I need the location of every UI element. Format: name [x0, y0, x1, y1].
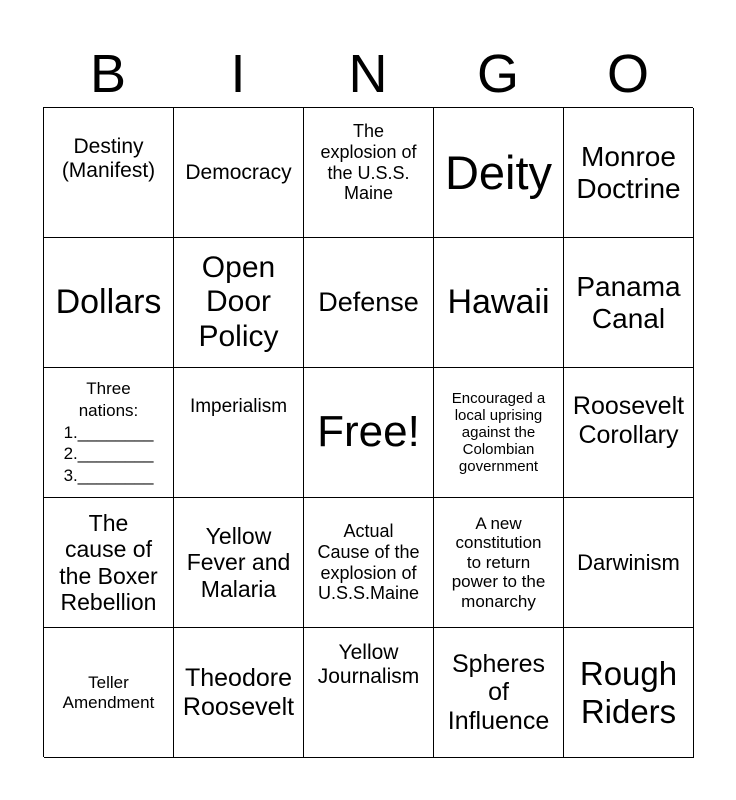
bingo-cell-r3c5[interactable] [564, 368, 694, 498]
cell-text: The cause of the Boxer Rebellion [59, 510, 158, 615]
cell-text: Teller Amendment [62, 673, 155, 712]
header-letter-g: G [476, 44, 519, 104]
bingo-cell-r4c4[interactable] [434, 498, 564, 628]
cell-text: Encouraged a local uprising against the Colombian government [451, 389, 546, 476]
cell-text: Destiny (Manifest) [61, 134, 156, 182]
cell-text: A new constitution to return power to the monarchy [451, 514, 546, 611]
header-letter-i: I [230, 44, 246, 104]
bingo-cell-r1c3[interactable] [304, 108, 434, 238]
cell-text: Defense [318, 287, 419, 318]
bingo-cell-r2c2[interactable] [174, 238, 304, 368]
bingo-cell-r4c3[interactable] [304, 498, 434, 628]
bingo-cell-r1c2[interactable] [174, 108, 304, 238]
cell-text: Three nations: 1.________ 2.________ 3.________ [63, 379, 154, 486]
bingo-cell-r4c1[interactable] [44, 498, 174, 628]
free-space-cell[interactable] [304, 368, 434, 498]
bingo-board [43, 107, 693, 757]
bingo-cell-r2c1[interactable] [44, 238, 174, 368]
header-letter-n: N [348, 44, 388, 104]
bingo-cell-r1c1[interactable] [44, 108, 174, 238]
bingo-cell-r5c5[interactable] [564, 628, 694, 758]
bingo-cell-r4c5[interactable] [564, 498, 694, 628]
cell-text: Free! [317, 407, 420, 457]
bingo-cell-r5c4[interactable] [434, 628, 564, 758]
bingo-cell-r5c3[interactable] [304, 628, 434, 758]
cell-text: Democracy [185, 160, 292, 184]
header-letter-o: O [606, 44, 649, 104]
bingo-cell-r2c4[interactable] [434, 238, 564, 368]
cell-text: Panama Canal [576, 270, 681, 334]
bingo-cell-r2c3[interactable] [304, 238, 434, 368]
cell-text: Dollars [55, 283, 162, 322]
cell-text: Actual Cause of the explosion of U.S.S.Maine [317, 521, 420, 604]
bingo-cell-r3c4[interactable] [434, 368, 564, 498]
cell-text: Roosevelt Corollary [572, 392, 685, 449]
cell-text: Hawaii [447, 283, 550, 322]
cell-text: Spheres of Influence [447, 649, 550, 735]
cell-text: Darwinism [577, 549, 680, 575]
bingo-cell-r5c1[interactable] [44, 628, 174, 758]
bingo-cell-r3c1[interactable] [44, 368, 174, 498]
cell-text: Deity [444, 145, 553, 199]
bingo-cell-r5c2[interactable] [174, 628, 304, 758]
cell-text: The explosion of the U.S.S. Maine [320, 121, 417, 204]
cell-text: Yellow Fever and Malaria [186, 523, 291, 602]
cell-text: Monroe Doctrine [576, 140, 681, 204]
bingo-header [43, 44, 693, 104]
cell-text: Imperialism [189, 395, 288, 417]
cell-text: Rough Riders [579, 654, 678, 730]
cell-text: Theodore Roosevelt [182, 664, 295, 721]
bingo-cell-r4c2[interactable] [174, 498, 304, 628]
bingo-cell-r3c2[interactable] [174, 368, 304, 498]
header-letter-b: B [89, 44, 127, 104]
bingo-cell-r2c5[interactable] [564, 238, 694, 368]
bingo-cell-r1c4[interactable] [434, 108, 564, 238]
cell-text: Open Door Policy [198, 251, 279, 353]
cell-text: Yellow Journalism [317, 640, 420, 688]
bingo-cell-r1c5[interactable] [564, 108, 694, 238]
